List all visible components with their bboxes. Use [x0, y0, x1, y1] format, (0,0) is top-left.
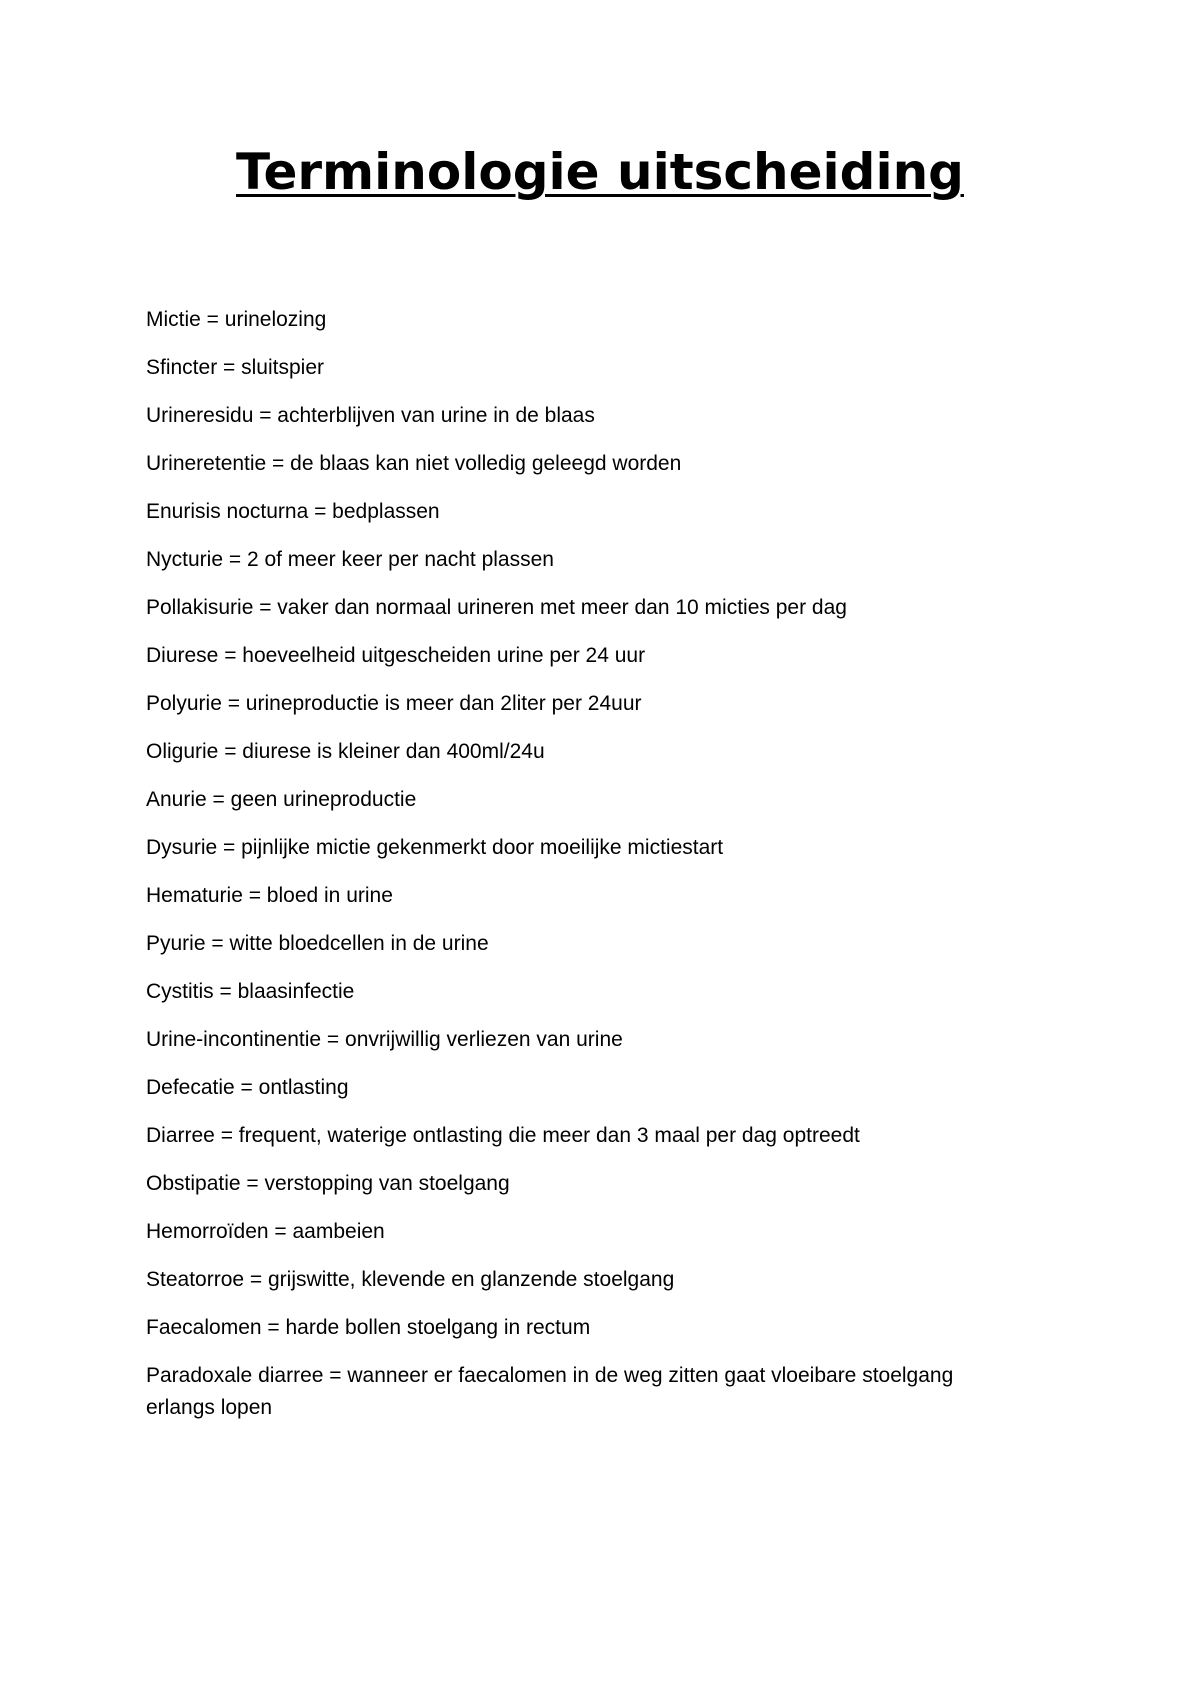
term-item: Steatorroe = grijswitte, klevende en glanzende stoelgang — [146, 1268, 675, 1291]
term-item: Polyurie = urineproductie is meer dan 2liter per 24uur — [146, 692, 642, 715]
term-item: Dysurie = pijnlijke mictie gekenmerkt door moeilijke mictiestart — [146, 836, 724, 859]
term-item: Defecatie = ontlasting — [146, 1076, 349, 1099]
document-title: Terminologie uitscheiding — [236, 143, 964, 201]
term-item: Hemorroïden = aambeien — [146, 1220, 385, 1243]
term-item: Pyurie = witte bloedcellen in de urine — [146, 932, 489, 955]
term-item: Urineresidu = achterblijven van urine in de blaas — [146, 404, 595, 427]
term-list — [146, 304, 1006, 1440]
term-item: Cystitis = blaasinfectie — [146, 980, 355, 1003]
term-item: Anurie = geen urineproductie — [146, 788, 417, 811]
term-item: Hematurie = bloed in urine — [146, 884, 393, 907]
term-item: Urineretentie = de blaas kan niet volledig geleegd worden — [146, 452, 682, 475]
term-item: Oligurie = diurese is kleiner dan 400ml/24u — [146, 740, 545, 763]
term-item: Faecalomen = harde bollen stoelgang in rectum — [146, 1316, 591, 1339]
term-item: Enurisis nocturna = bedplassen — [146, 500, 440, 523]
term-item: Mictie = urinelozing — [146, 308, 327, 331]
term-item: Nycturie = 2 of meer keer per nacht plassen — [146, 548, 554, 571]
term-item: Diurese = hoeveelheid uitgescheiden urine per 24 uur — [146, 644, 646, 667]
term-item: Obstipatie = verstopping van stoelgang — [146, 1172, 510, 1195]
term-item: Pollakisurie = vaker dan normaal urineren met meer dan 10 micties per dag — [146, 596, 847, 619]
term-item: Urine-incontinentie = onvrijwillig verliezen van urine — [146, 1028, 623, 1051]
term-item: Sfincter = sluitspier — [146, 356, 324, 379]
term-item: Paradoxale diarree = wanneer er faecalomen in de weg zitten gaat vloeibare stoelgang erlangs lopen — [146, 1364, 954, 1419]
term-item: Diarree = frequent, waterige ontlasting die meer dan 3 maal per dag optreedt — [146, 1124, 860, 1147]
